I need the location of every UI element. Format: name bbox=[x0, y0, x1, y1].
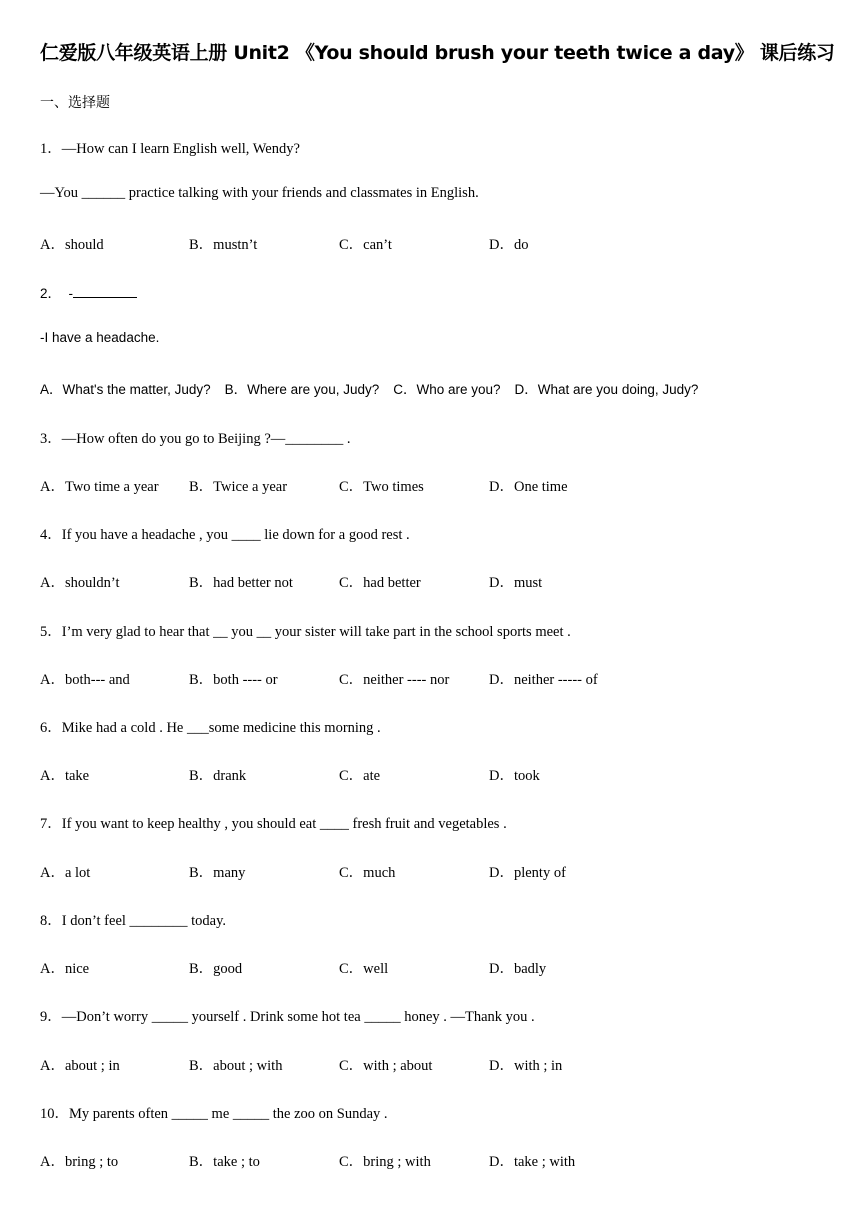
question-4-option-d: D．must bbox=[489, 575, 543, 591]
question-2-options bbox=[40, 378, 712, 398]
question-6-option-a: A．take bbox=[40, 768, 90, 784]
question-7-option-a: A．a lot bbox=[40, 865, 91, 881]
question-3-option-a: A．Two time a year bbox=[40, 479, 159, 495]
question-6-option-c: C．ate bbox=[339, 768, 381, 784]
question-6-option-b: B．drank bbox=[189, 768, 247, 784]
question-4-option-b: B．had better not bbox=[189, 575, 293, 591]
question-7-option-c: C．much bbox=[339, 865, 396, 881]
question-4-option-c: C．had better bbox=[339, 575, 421, 591]
question-8-option-a: A．nice bbox=[40, 961, 90, 977]
question-1-option-a: A．should bbox=[40, 237, 104, 253]
question-1-option-d: D．do bbox=[489, 237, 529, 253]
answer-blank bbox=[73, 285, 137, 298]
question-5-option-c: C．neither ---- nor bbox=[339, 672, 450, 688]
question-2-line-1 bbox=[40, 282, 137, 302]
question-1-line-1: 1．—How can I learn English well, Wendy? bbox=[40, 141, 300, 157]
question-3-option-b: B．Twice a year bbox=[189, 479, 288, 495]
section-heading: 一、选择题 bbox=[40, 95, 110, 111]
question-2-option-b: B．Where are you, Judy? bbox=[224, 382, 380, 397]
question-7-option-d: D．plenty of bbox=[489, 865, 566, 881]
question-8-option-c: C．well bbox=[339, 961, 389, 977]
question-9-line-1: 9．—Don’t worry _____ yourself . Drink some hot tea _____ honey . —Thank you . bbox=[40, 1009, 535, 1025]
question-2-option-c: C．Who are you? bbox=[393, 382, 501, 397]
question-9-option-a: A．about ; in bbox=[40, 1058, 120, 1074]
question-5-line-1: 5．I’m very glad to hear that __ you __ your sister will take part in the school sports meet . bbox=[40, 624, 571, 640]
question-3-option-c: C．Two times bbox=[339, 479, 424, 495]
question-8-option-b: B．good bbox=[189, 961, 243, 977]
question-9-option-d: D．with ; in bbox=[489, 1058, 563, 1074]
question-5-option-b: B．both ---- or bbox=[189, 672, 278, 688]
question-7-line-1: 7．If you want to keep healthy , you should eat ____ fresh fruit and vegetables . bbox=[40, 816, 507, 832]
question-4-line-1: 4．If you have a headache , you ____ lie down for a good rest . bbox=[40, 527, 410, 543]
question-2-option-d: D．What are you doing, Judy? bbox=[514, 382, 699, 397]
question-9-option-c: C．with ; about bbox=[339, 1058, 433, 1074]
question-10-line-1: 10．My parents often _____ me _____ the zoo on Sunday . bbox=[40, 1106, 388, 1122]
page-title: 仁爱版八年级英语上册 Unit2 《You should brush your teeth twice a day》 课后练习 bbox=[40, 42, 835, 64]
question-5-option-d: D．neither ----- of bbox=[489, 672, 598, 688]
question-8-option-d: D．badly bbox=[489, 961, 547, 977]
question-10-option-b: B．take ; to bbox=[189, 1154, 260, 1170]
question-9-option-b: B．about ; with bbox=[189, 1058, 283, 1074]
question-2-option-a: A．What's the matter, Judy? bbox=[40, 382, 211, 397]
question-8-line-1: 8．I don’t feel ________ today. bbox=[40, 913, 227, 929]
question-6-line-1: 6．Mike had a cold . He ___some medicine this morning . bbox=[40, 720, 381, 736]
question-10-option-a: A．bring ; to bbox=[40, 1154, 119, 1170]
question-1-option-c: C．can’t bbox=[339, 237, 392, 253]
question-7-option-b: B．many bbox=[189, 865, 246, 881]
question-6-option-d: D．took bbox=[489, 768, 540, 784]
question-10-option-d: D．take ; with bbox=[489, 1154, 576, 1170]
question-4-option-a: A．shouldn’t bbox=[40, 575, 120, 591]
question-3-option-d: D．One time bbox=[489, 479, 568, 495]
question-1-option-b: B．mustn’t bbox=[189, 237, 258, 253]
question-3-line-1: 3．—How often do you go to Beijing ?—________ . bbox=[40, 431, 351, 447]
question-10-option-c: C．bring ; with bbox=[339, 1154, 431, 1170]
question-1-line-2: —You ______ practice talking with your friends and classmates in English. bbox=[40, 185, 479, 201]
question-5-option-a: A．both--- and bbox=[40, 672, 130, 688]
question-2-line-2: -I have a headache. bbox=[40, 330, 160, 345]
question-2-number: 2． bbox=[40, 286, 62, 301]
question-2-prefix: - bbox=[68, 286, 74, 301]
